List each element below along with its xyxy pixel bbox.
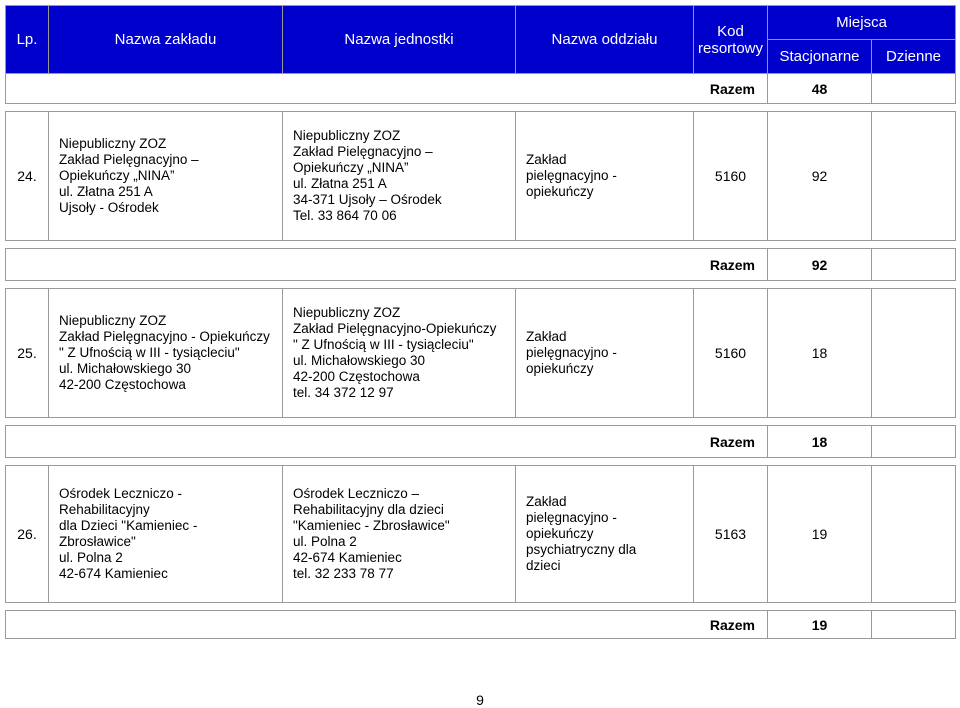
spacer bbox=[6, 458, 956, 466]
facilities-table bbox=[5, 5, 956, 639]
header-row bbox=[6, 6, 956, 40]
header-kod: Kod resortowy bbox=[694, 6, 768, 74]
cell-lp: 26. bbox=[6, 466, 49, 603]
header-miejsca: Miejsca bbox=[768, 6, 956, 40]
razem-value: 18 bbox=[768, 426, 872, 458]
cell-jednostka: Niepubliczny ZOZ Zakład Pielęgnacyjno – Opiekuńczy „NINA” ul. Złatna 251 A 34-371 Ujsoły – Ośrodek Tel. 33 864 70 06 bbox=[283, 112, 516, 241]
spacer bbox=[6, 418, 956, 426]
header-stacjonarne: Stacjonarne bbox=[768, 40, 872, 74]
cell-jednostka: Ośrodek Leczniczo – Rehabilitacyjny dla dzieci "Kamieniec - Zbrosławice" ul. Polna 2 42-674 Kamieniec tel. 32 233 78 77 bbox=[283, 466, 516, 603]
cell-dzienne bbox=[872, 466, 956, 603]
cell-jednostka: Niepubliczny ZOZ Zakład Pielęgnacyjno-Opiekuńczy " Z Ufnością w III - tysiącleciu" ul. Michałowskiego 30 42-200 Częstochowa tel. 34 372 12 97 bbox=[283, 289, 516, 418]
razem-empty bbox=[872, 74, 956, 104]
razem-label: Razem bbox=[6, 249, 768, 281]
table-row bbox=[6, 466, 956, 603]
table-row bbox=[6, 289, 956, 418]
spacer bbox=[6, 241, 956, 249]
cell-zaklad: Niepubliczny ZOZ Zakład Pielęgnacyjno – Opiekuńczy „NINA” ul. Złatna 251 A Ujsoły - Ośrodek bbox=[49, 112, 283, 241]
spacer bbox=[6, 281, 956, 289]
cell-kod: 5163 bbox=[694, 466, 768, 603]
razem-empty bbox=[872, 426, 956, 458]
cell-dzienne bbox=[872, 112, 956, 241]
spacer bbox=[6, 603, 956, 611]
razem-label: Razem bbox=[6, 611, 768, 639]
razem-empty bbox=[872, 249, 956, 281]
header-jednostka: Nazwa jednostki bbox=[283, 6, 516, 74]
cell-kod: 5160 bbox=[694, 112, 768, 241]
razem-empty bbox=[872, 611, 956, 639]
razem-value: 92 bbox=[768, 249, 872, 281]
razem-row bbox=[6, 611, 956, 639]
razem-row bbox=[6, 249, 956, 281]
cell-zaklad: Niepubliczny ZOZ Zakład Pielęgnacyjno - Opiekuńczy " Z Ufnością w III - tysiącleciu" ul. Michałowskiego 30 42-200 Częstochowa bbox=[49, 289, 283, 418]
cell-oddzial: Zakład pielęgnacyjno - opiekuńczy bbox=[516, 112, 694, 241]
header-zaklad: Nazwa zakładu bbox=[49, 6, 283, 74]
razem-row bbox=[6, 426, 956, 458]
cell-lp: 25. bbox=[6, 289, 49, 418]
cell-stacjonarne: 92 bbox=[768, 112, 872, 241]
razem-value: 48 bbox=[768, 74, 872, 104]
page-number: 9 bbox=[476, 692, 484, 708]
cell-dzienne bbox=[872, 289, 956, 418]
table-row bbox=[6, 112, 956, 241]
razem-row bbox=[6, 74, 956, 104]
cell-stacjonarne: 18 bbox=[768, 289, 872, 418]
cell-oddzial: Zakład pielęgnacyjno - opiekuńczy bbox=[516, 289, 694, 418]
razem-value: 19 bbox=[768, 611, 872, 639]
spacer bbox=[6, 104, 956, 112]
cell-oddzial: Zakład pielęgnacyjno - opiekuńczy psychiatryczny dla dzieci bbox=[516, 466, 694, 603]
header-oddzial: Nazwa oddziału bbox=[516, 6, 694, 74]
header-dzienne: Dzienne bbox=[872, 40, 956, 74]
razem-label: Razem bbox=[6, 426, 768, 458]
cell-stacjonarne: 19 bbox=[768, 466, 872, 603]
cell-kod: 5160 bbox=[694, 289, 768, 418]
razem-label: Razem bbox=[6, 74, 768, 104]
cell-zaklad: Ośrodek Leczniczo - Rehabilitacyjny dla Dzieci "Kamieniec - Zbrosławice" ul. Polna 2 42-674 Kamieniec bbox=[49, 466, 283, 603]
header-lp: Lp. bbox=[6, 6, 49, 74]
cell-lp: 24. bbox=[6, 112, 49, 241]
